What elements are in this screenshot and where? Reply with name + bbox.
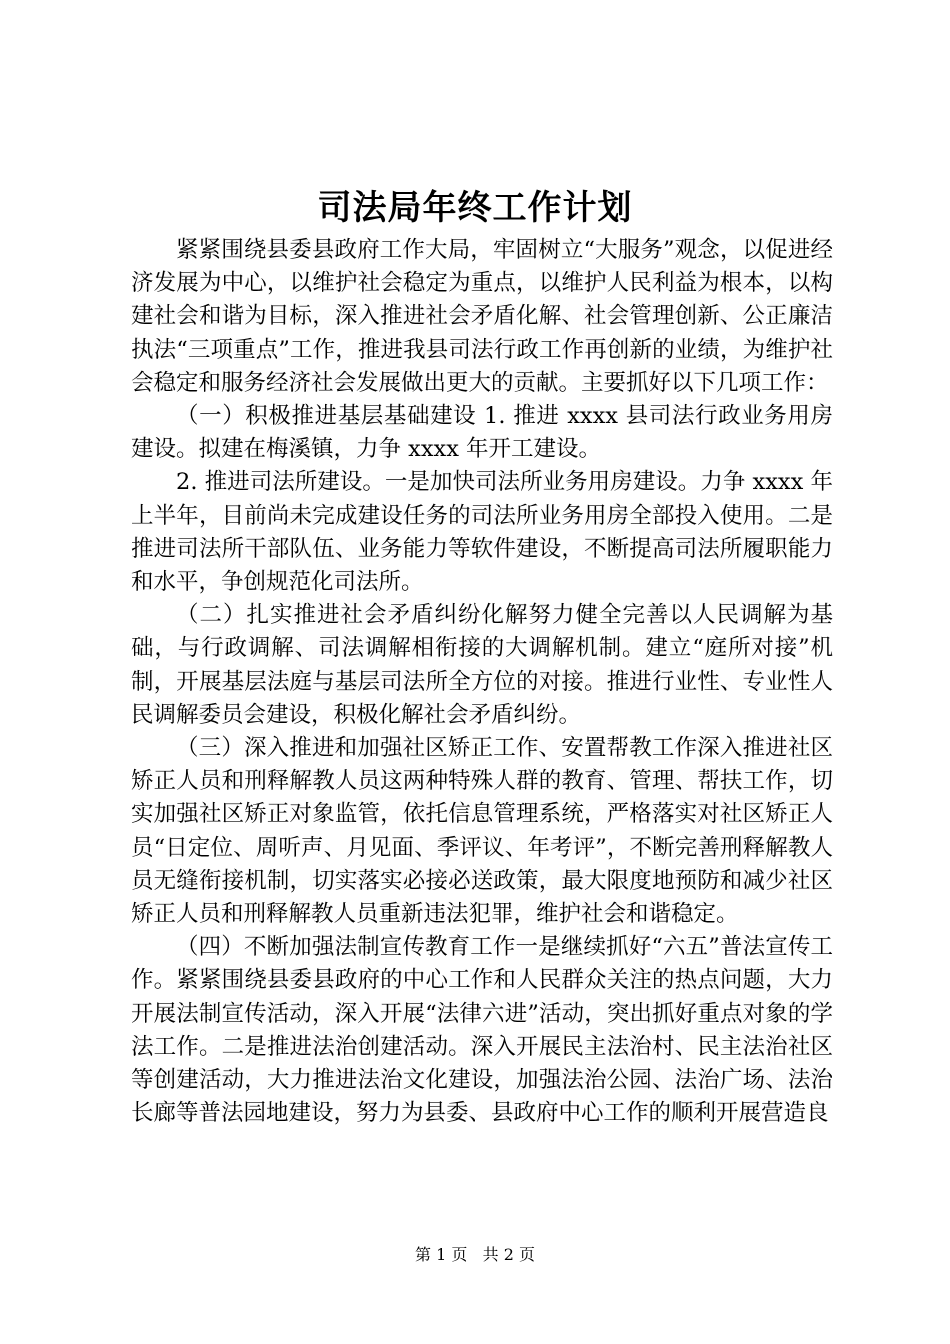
- document-title: 司法局年终工作计划: [317, 188, 633, 228]
- page-total: 共 2 页: [482, 1245, 535, 1264]
- page-number: 第 1 页: [415, 1245, 468, 1264]
- page-footer: [0, 1243, 950, 1267]
- paragraph-section-3: （三）深入推进和加强社区矫正工作、安置帮教工作深入推进社区矫正人员和刑释解教人员这两种特殊人群的教育、管理、帮扶工作，切实加强社区矫正对象监管，依托信息管理系统，严格落实对社区矫正人员“日定位、周听声、月见面、季评议、年考评”，不断完善刑释解教人员无缝衔接机制，切实落实必接必送政策，最大限度地预防和减少社区矫正人员和刑释解教人员重新违法犯罪，维护社会和谐稳定。: [131, 735, 833, 928]
- document-body: [131, 234, 833, 1130]
- footer-spacer: [472, 1245, 477, 1264]
- paragraph-intro: 紧紧围绕县委县政府工作大局，牢固树立“大服务”观念，以促进经济发展为中心，以维护社会稳定为重点，以维护人民利益为根本，以构建社会和谐为目标，深入推进社会矛盾化解、社会管理创新、公正廉洁执法“三项重点”工作，推进我县司法行政工作再创新的业绩，为维护社会稳定和服务经济社会发展做出更大的贡献。主要抓好以下几项工作：: [131, 237, 833, 396]
- paragraph-section-1: （一）积极推进基层基础建设 1. 推进 xxxx 县司法行政业务用房建设。拟建在梅溪镇，力争 xxxx 年开工建设。: [131, 403, 833, 463]
- paragraph-section-2: （二）扎实推进社会矛盾纠纷化解努力健全完善以人民调解为基础，与行政调解、司法调解相衔接的大调解机制。建立“庭所对接”机制，开展基层法庭与基层司法所全方位的对接。推进行业性、专业性人民调解委员会建设，积极化解社会矛盾纠纷。: [131, 602, 833, 728]
- paragraph-section-1-item-2: 2. 推进司法所建设。一是加快司法所业务用房建设。力争 xxxx 年上半年，目前尚未完成建设任务的司法所业务用房全部投入使用。二是推进司法所干部队伍、业务能力等软件建设，不断提高司法所履职能力和水平，争创规范化司法所。: [131, 469, 833, 596]
- paragraph-section-4: （四）不断加强法制宣传教育工作一是继续抓好“六五”普法宣传工作。紧紧围绕县委县政府的中心工作和人民群众关注的热点问题，大力开展法制宣传活动，深入开展“法律六进”活动，突出抓好重点对象的学法工作。二是推进法治创建活动。深入开展民主法治村、民主法治社区等创建活动，大力推进法治文化建设，加强法治公园、法治广场、法治长廊等普法园地建设，努力为县委、县政府中心工作的顺利开展营造良: [131, 934, 833, 1127]
